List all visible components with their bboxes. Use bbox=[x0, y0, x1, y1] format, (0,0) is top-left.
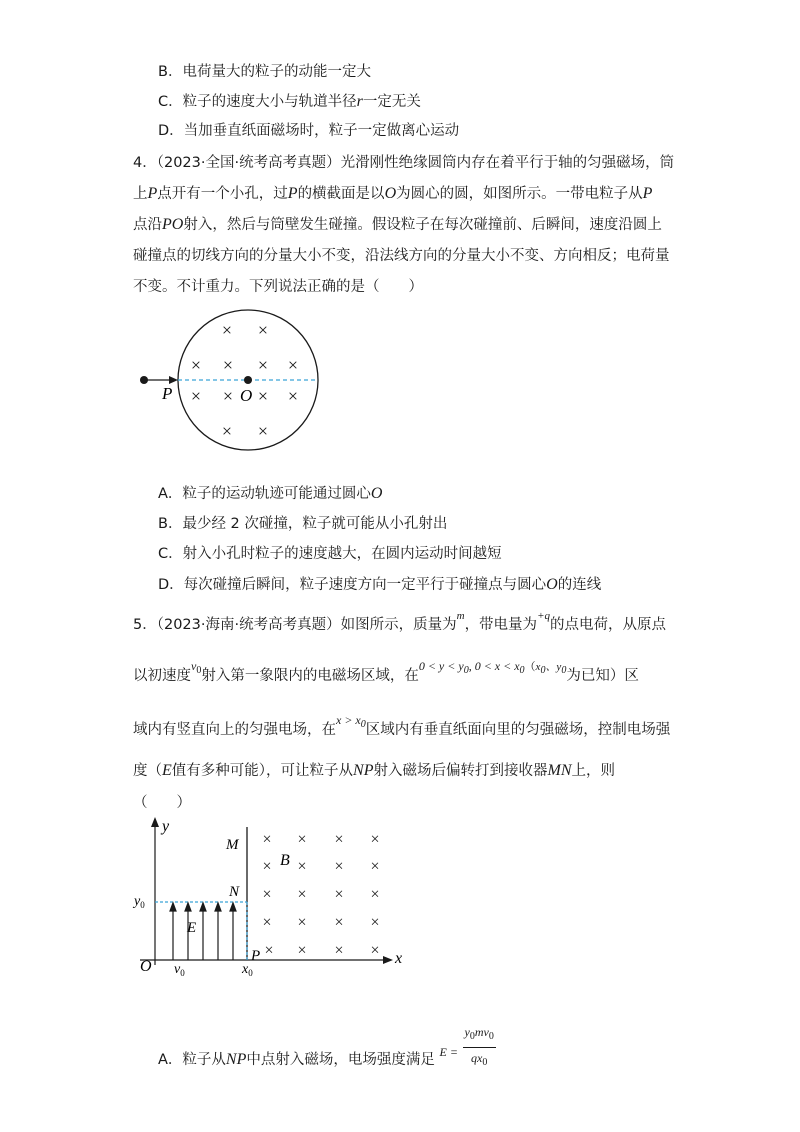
q5-option-a: A．粒子从NP中点射入磁场，电场强度满足 $^{E =}$ $\frac{y_0mv_0}{qx_0}$ bbox=[158, 1022, 496, 1073]
svg-text:×: × bbox=[262, 886, 272, 903]
svg-text:×: × bbox=[370, 858, 380, 875]
q4-line-2: 上P点开有一个小孔，过P的横截面是以O为圆心的圆，如图所示。一带电粒子从P bbox=[133, 185, 653, 202]
q4-option-b: B．最少经 2 次碰撞，粒子就可能从小孔射出 bbox=[158, 516, 448, 532]
q5-number: 5． bbox=[133, 617, 157, 633]
y-axis-arrow bbox=[151, 817, 159, 827]
center-dot bbox=[244, 376, 252, 384]
svg-text:×: × bbox=[264, 942, 274, 959]
svg-text:×: × bbox=[334, 831, 344, 848]
svg-text:×: × bbox=[262, 914, 272, 931]
q4-line-4: 碰撞点的切线方向的分量大小不变，沿法线方向的分量大小不变、方向相反；电荷量 bbox=[133, 248, 670, 264]
svg-text:×: × bbox=[334, 942, 344, 959]
svg-text:×: × bbox=[221, 421, 233, 441]
label-p: P bbox=[251, 948, 261, 964]
q5-line-5: （ ） bbox=[133, 795, 191, 811]
label-m: M bbox=[226, 837, 239, 853]
label-e: E bbox=[187, 920, 197, 936]
q4-source: （2023·全国·统考高考真题） bbox=[156, 155, 341, 171]
q5-line-1: 5．（2023·海南·统考高考真题）如图所示，质量为$^m$，带电量为$^{+q}$的点电荷，从原点 bbox=[133, 610, 666, 633]
svg-text:×: × bbox=[334, 858, 344, 875]
svg-text:×: × bbox=[287, 355, 299, 375]
q4-option-a: A．粒子的运动轨迹可能通过圆心O bbox=[158, 485, 383, 502]
q3-option-c: C．粒子的速度大小与轨道半径r一定无关 bbox=[158, 93, 421, 110]
q4-line-3: 点沿PO射入，然后与筒壁发生碰撞。假设粒子在每次碰撞前、后瞬间，速度沿圆上 bbox=[133, 216, 662, 233]
svg-text:×: × bbox=[190, 355, 202, 375]
svg-text:×: × bbox=[257, 421, 269, 441]
svg-text:×: × bbox=[262, 858, 272, 875]
electric-field-arrows bbox=[170, 903, 236, 960]
label-v0: $v_0$ bbox=[174, 962, 185, 978]
q4-circle-figure bbox=[130, 306, 330, 456]
q4-line-1: 4．（2023·全国·统考高考真题）光滑刚性绝缘圆筒内存在着平行于轴的匀强磁场，筒 bbox=[133, 155, 675, 171]
svg-text:×: × bbox=[370, 886, 380, 903]
q4-option-c: C．射入小孔时粒子的速度越大，在圆内运动时间越短 bbox=[158, 546, 502, 562]
svg-text:×: × bbox=[297, 886, 307, 903]
q5-line-3: 域内有竖直向上的匀强电场，在$^{x > x_0}$区域内有垂直纸面向里的匀强磁场，控制电场强 bbox=[133, 713, 671, 738]
q4-option-d: D．每次碰撞后瞬间，粒子速度方向一定平行于碰撞点与圆心O的连线 bbox=[158, 576, 602, 593]
svg-text:×: × bbox=[221, 320, 233, 340]
svg-text:×: × bbox=[222, 355, 234, 375]
x-axis-arrow bbox=[383, 956, 393, 964]
svg-text:×: × bbox=[262, 831, 272, 848]
svg-text:×: × bbox=[370, 914, 380, 931]
svg-text:×: × bbox=[257, 355, 269, 375]
svg-text:×: × bbox=[297, 831, 307, 848]
label-n: N bbox=[229, 884, 240, 900]
svg-text:×: × bbox=[257, 320, 269, 340]
x-axis-label: x bbox=[395, 950, 403, 967]
origin-label: O bbox=[140, 958, 152, 975]
y-axis-label: y bbox=[162, 818, 170, 835]
label-p: P bbox=[162, 384, 173, 403]
q5-source: （2023·海南·统考高考真题） bbox=[156, 617, 341, 633]
svg-text:×: × bbox=[370, 831, 380, 848]
q5-field-figure bbox=[130, 815, 420, 980]
label-y0: $y_0$ bbox=[134, 894, 145, 910]
q5-line-4: 度（E值有多种可能），可让粒子从NP射入磁场后偏转打到接收器MN上，则 bbox=[133, 762, 615, 779]
q3-option-d: D．当加垂直纸面磁场时，粒子一定做离心运动 bbox=[158, 123, 460, 139]
magnetic-field-crosses bbox=[262, 831, 379, 959]
svg-text:×: × bbox=[297, 942, 307, 959]
arrow-head bbox=[169, 376, 178, 384]
q3-option-b: B．电荷量大的粒子的动能一定大 bbox=[158, 64, 371, 80]
q4-line-5: 不变。不计重力。下列说法正确的是（ ） bbox=[133, 279, 423, 295]
svg-text:×: × bbox=[297, 914, 307, 931]
label-x0: $x_0$ bbox=[242, 962, 253, 978]
label-o: O bbox=[240, 386, 253, 405]
svg-text:×: × bbox=[257, 386, 269, 406]
formula-fraction: $\frac{y_0mv_0}{qx_0}$ bbox=[463, 1022, 496, 1073]
label-b: B bbox=[280, 852, 290, 869]
q4-number: 4． bbox=[133, 155, 157, 171]
svg-text:×: × bbox=[222, 386, 234, 406]
svg-text:×: × bbox=[190, 386, 202, 406]
svg-text:×: × bbox=[287, 386, 299, 406]
svg-text:×: × bbox=[334, 886, 344, 903]
q5-line-2: 以初速度$^{v0}$射入第一象限内的电磁场区域，在$^{0 < y < y_0, 0 < x < x_0(x0、y0}$为已知）区 bbox=[133, 659, 639, 684]
svg-text:×: × bbox=[334, 914, 344, 931]
svg-text:×: × bbox=[370, 942, 380, 959]
svg-text:×: × bbox=[297, 858, 307, 875]
